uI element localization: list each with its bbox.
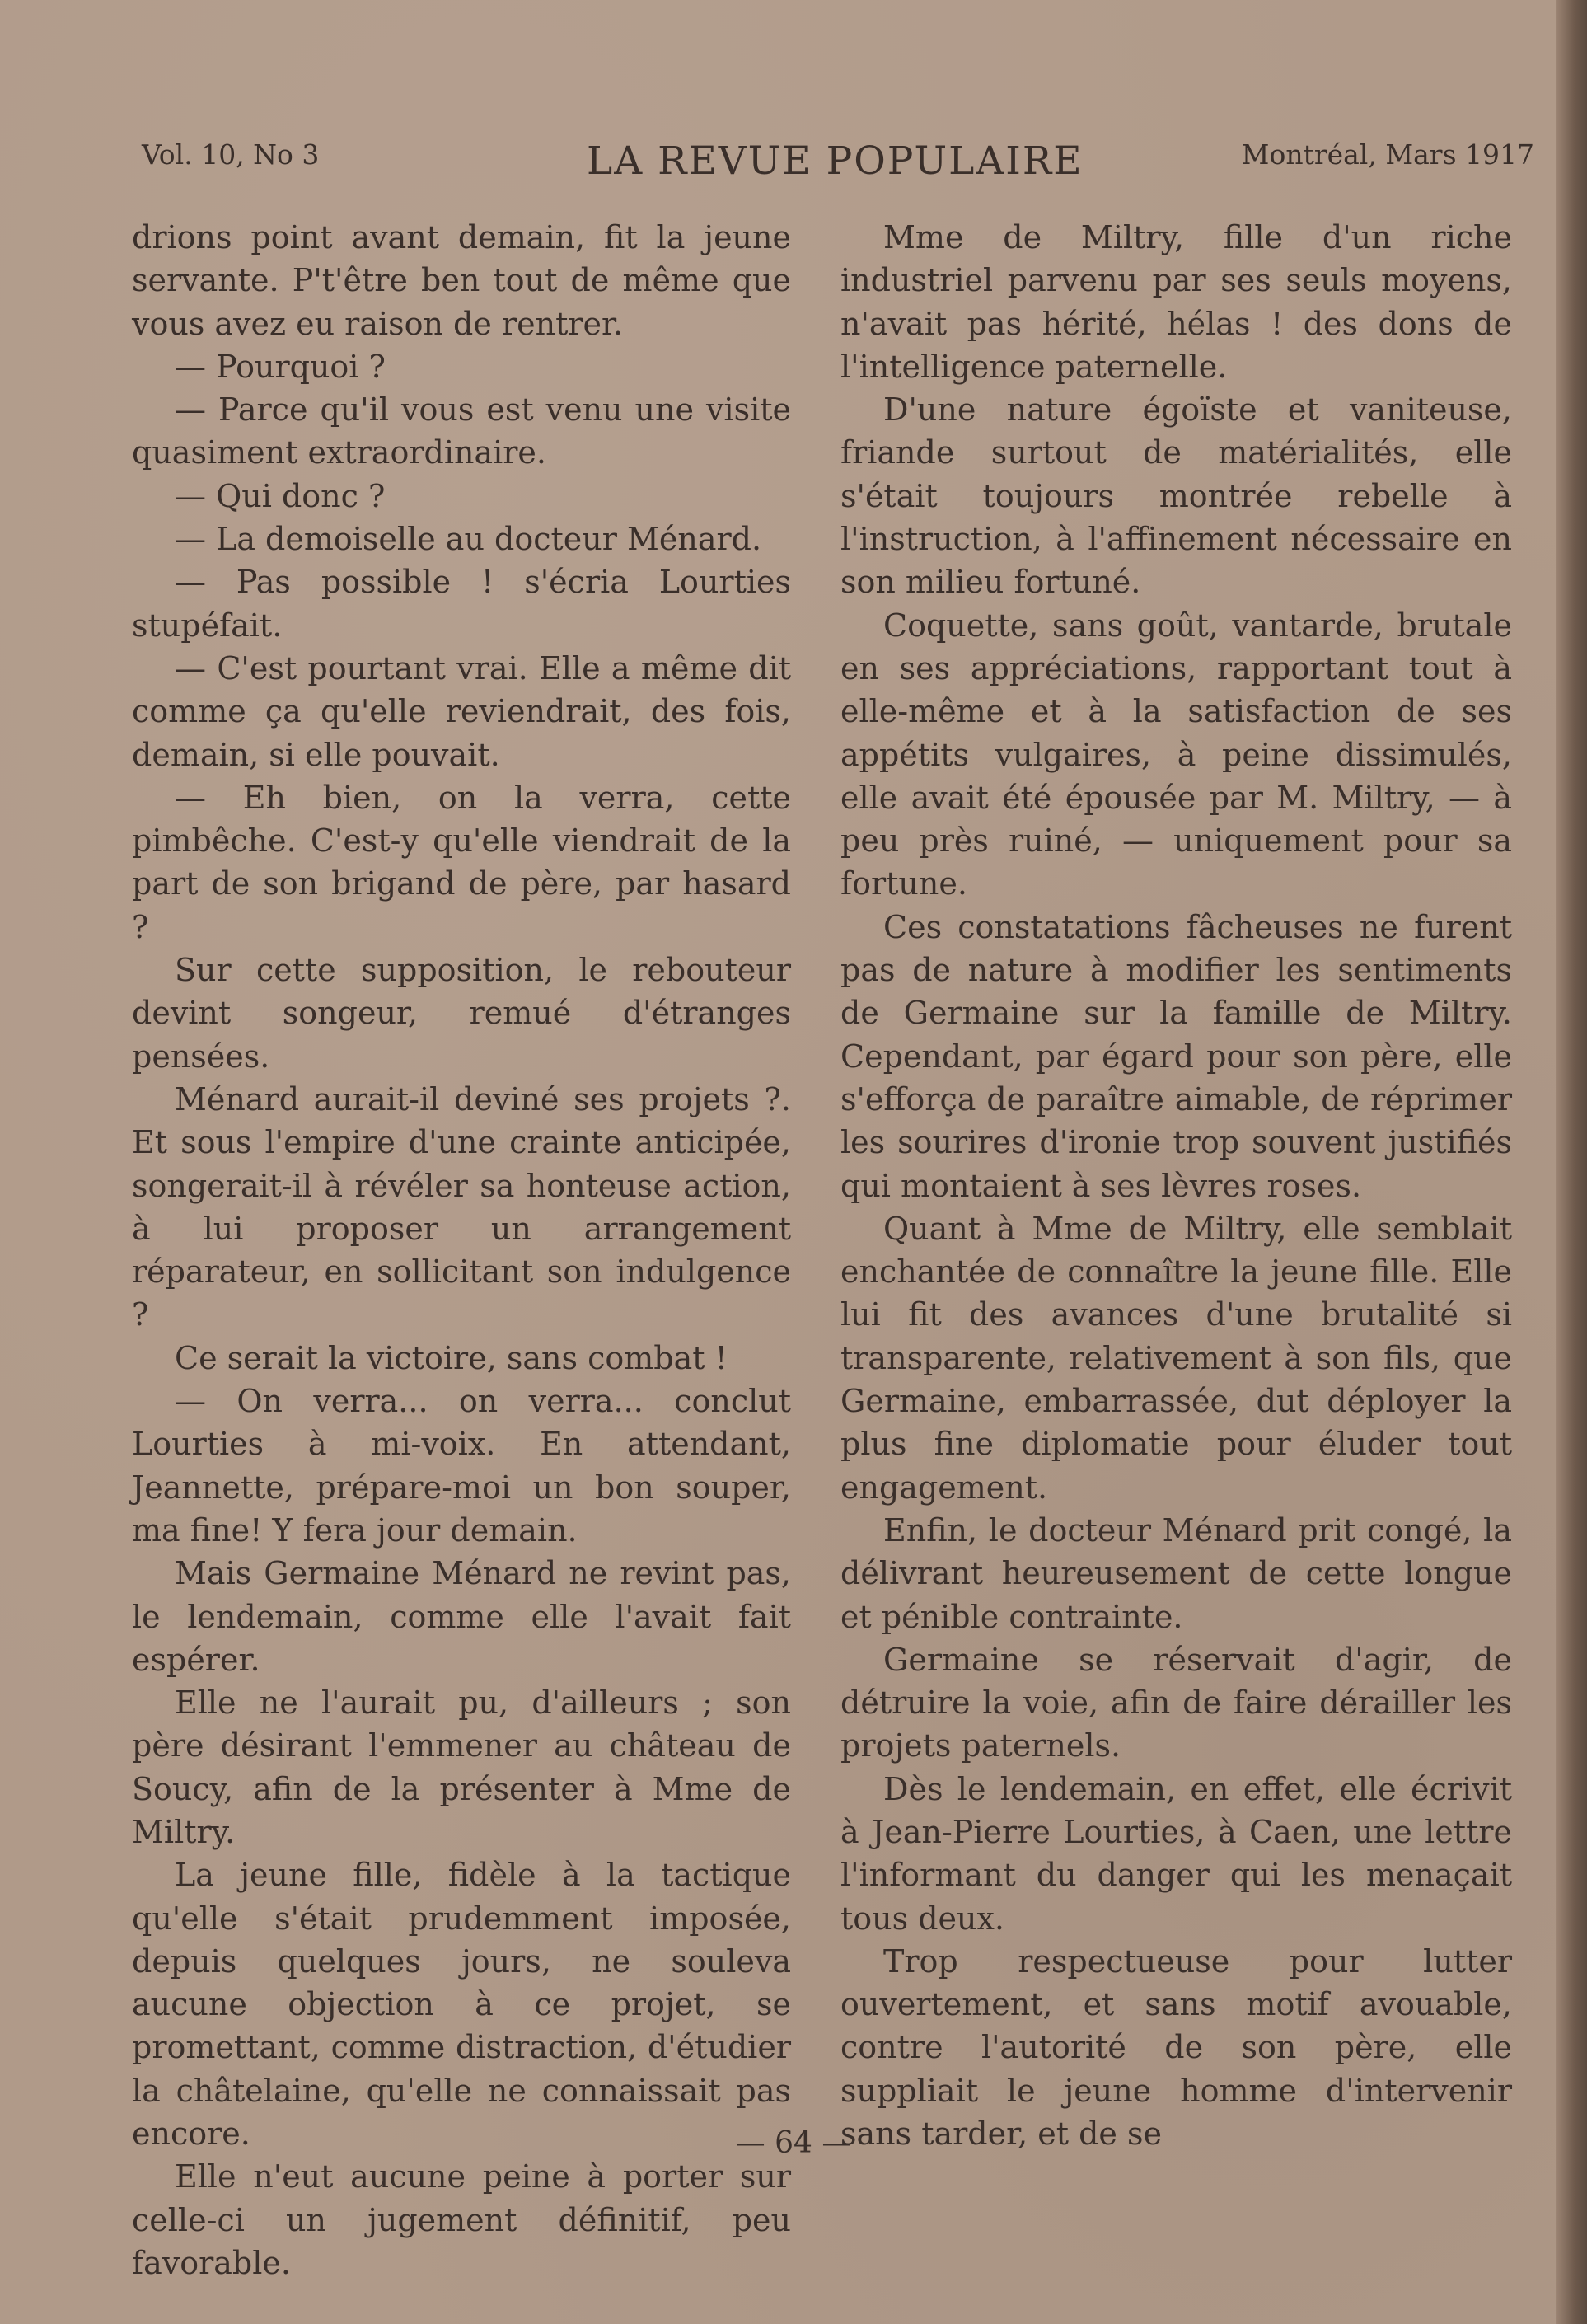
paragraph: Elle ne l'aurait pu, d'ailleurs ; son père désirant l'emmener au château de Soucy, afin de la présenter à Mme de Miltry. xyxy=(132,1684,791,1850)
paragraph: — Qui donc ? xyxy=(175,477,386,514)
left-column xyxy=(132,216,791,2284)
paragraph: Germaine se réservait d'agir, de détruire la voie, afin de faire dérailler les projets paternels. xyxy=(840,1641,1512,1764)
paragraph: Trop respectueuse pour lutter ouvertement, et sans motif avouable, contre l'autorité de son père, elle suppliait le jeune homme d'intervenir sans tarder, et de se xyxy=(840,1942,1512,2153)
issue-date: Montréal, Mars 1917 xyxy=(1241,138,1534,171)
paragraph: La jeune fille, fidèle à la tactique qu'elle s'était prudemment imposée, depuis quelques jours, ne souleva aucune objection à ce projet, se promettant, comme distraction, d'étudier la châtelaine, qu'elle ne connaissait pas encore. xyxy=(132,1857,791,2153)
right-column xyxy=(840,216,1512,2155)
paragraph: — La demoiselle au docteur Ménard. xyxy=(175,521,762,558)
paragraph: — Pourquoi ? xyxy=(175,348,386,385)
paragraph: Coquette, sans goût, vantarde, brutale en ses appréciations, rapportant tout à elle-même et à la satisfaction de ses appétits vulgaires, à peine dissimulés, elle avait été épousée par M. Miltry, — à peu près ruiné, — uniquement pour sa fortune. xyxy=(840,607,1512,902)
paragraph: drions point avant demain, fit la jeune servante. P't'être ben tout de même que vous avez eu raison de rentrer. xyxy=(132,219,791,342)
paragraph: — C'est pourtant vrai. Elle a même dit comme ça qu'elle reviendrait, des fois, demain, si elle pouvait. xyxy=(132,649,791,773)
paragraph: Quant à Mme de Miltry, elle semblait enchantée de connaître la jeune fille. Elle lui fit des avances d'une brutalité si transparente, relativement à son fils, que Germaine, embarrassée, dut déployer la plus fine diplomatie pour éluder tout engagement. xyxy=(840,1210,1512,1506)
paragraph: Ces constatations fâcheuses ne furent pas de nature à modifier les sentiments de Germaine sur la famille de Miltry. Cependant, par égard pour son père, elle s'efforça de paraître aimable, de réprimer les sourires d'ironie trop souvent justifiés qui montaient à ses lèvres roses. xyxy=(840,908,1512,1204)
running-header xyxy=(142,138,1534,188)
volume-label: Vol. 10, No 3 xyxy=(142,138,320,171)
paragraph: D'une nature égoïste et vaniteuse, friande surtout de matérialités, elle s'était toujours montrée rebelle à l'instruction, à l'affinement nécessaire en son milieu fortuné. xyxy=(840,391,1512,601)
paragraph: — On verra... on verra... conclut Lourties à mi-voix. En attendant, Jeannette, prépare-moi un bon souper, ma fine! Y fera jour demain. xyxy=(132,1383,791,1549)
paragraph: Ménard aurait-il deviné ses projets ?. Et sous l'empire d'une crainte anticipée, songerait-il à révéler sa honteuse action, à lui proposer un arrangement réparateur, en sollicitant son indulgence ? xyxy=(132,1080,791,1333)
paragraph: Mme de Miltry, fille d'un riche industriel parvenu par ses seuls moyens, n'avait pas hérité, hélas ! des dons de l'intelligence paternelle. xyxy=(840,219,1512,385)
paragraph: — Eh bien, on la verra, cette pimbêche. C'est-y qu'elle viendrait de la part de son brigand de père, par hasard ? xyxy=(132,779,791,945)
paragraph: — Pas possible ! s'écria Lourties stupéfait. xyxy=(132,564,791,644)
paragraph: Elle n'eut aucune peine à porter sur celle-ci un jugement définitif, peu favorable. xyxy=(132,2158,791,2281)
page-number: — 64 — xyxy=(735,2126,852,2160)
paragraph: Ce serait la victoire, sans combat ! xyxy=(175,1339,728,1376)
page-edge xyxy=(1556,0,1587,2324)
paragraph: Enfin, le docteur Ménard prit congé, la délivrant heureusement de cette longue et pénible contrainte. xyxy=(840,1511,1512,1635)
paragraph: Sur cette supposition, le rebouteur devint songeur, remué d'étranges pensées. xyxy=(132,952,791,1075)
journal-title: LA REVUE POPULAIRE xyxy=(587,138,1084,184)
paragraph: — Parce qu'il vous est venu une visite quasiment extraordinaire. xyxy=(132,391,791,471)
paragraph: Dès le lendemain, en effet, elle écrivit à Jean-Pierre Lourties, à Caen, une lettre l'informant du danger qui les menaçait tous deux. xyxy=(840,1770,1512,1937)
paragraph: Mais Germaine Ménard ne revint pas, le lendemain, comme elle l'avait fait espérer. xyxy=(132,1555,791,1678)
